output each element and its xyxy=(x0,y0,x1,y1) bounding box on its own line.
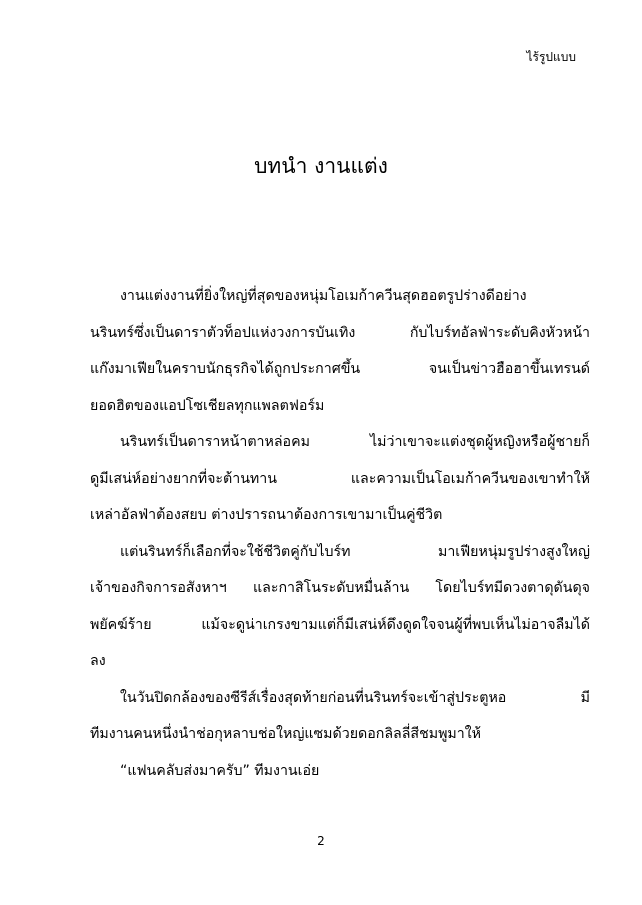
chapter-title: บทนำ งานแต่ง xyxy=(254,154,388,178)
paragraph-1-line-1: งานแต่งงานที่ยิ่งใหญ่ที่สุดของหนุ่มโอเมก้าควีนสุดฮอตรูปร่างดีอย่าง xyxy=(120,288,527,304)
paragraph-5-line-1: “แฟนคลับส่งมาครับ” ทีมงานเอ่ย xyxy=(120,762,320,779)
paragraph-4-line-2: ทีมงานคนหนึ่งนำช่อกุหลาบช่อใหญ่แซมด้วยดอกลิลลี่สีชมพูมาให้ xyxy=(90,726,482,742)
paragraph-1-line-2: นรินทร์ซึ่งเป็นดาราตัวท็อปแห่งวงการบันเทิง กับไบร์ทอัลฟ่าระดับคิงหัวหน้า xyxy=(90,324,590,341)
body-text xyxy=(90,278,590,789)
paragraph-3-line-2: เจ้าของกิจการอสังหาฯ และกาสิโนระดับหมื่นล้าน โดยไบร์ทมีดวงตาดุดันดุจ xyxy=(90,580,590,596)
paragraph-3-line-3: พยัคฆ์ร้าย แม้จะดูน่าเกรงขามแต่ก็มีเสน่ห์ดึงดูดใจจนผู้ที่พบเห็นไม่อาจลืมได้ xyxy=(90,616,590,633)
paragraph-2-line-1: นรินทร์เป็นดาราหน้าตาหล่อคม ไม่ว่าเขาจะแต่งชุดผู้หญิงหรือผู้ชายก็ xyxy=(120,434,590,450)
paragraph-1-line-4: ยอดฮิตของแอปโซเชียลทุกแพลตฟอร์ม xyxy=(90,397,325,414)
paragraph-4-line-1: ในวันปิดกล้องของซีรีส์เรื่องสุดท้ายก่อนที่นรินทร์จะเข้าสู่ประตูหอ มี xyxy=(120,689,590,706)
page-number: 2 xyxy=(317,834,325,848)
header-label: ไร้รูปแบบ xyxy=(526,50,576,64)
paragraph-3-line-1: แต่นรินทร์ก็เลือกที่จะใช้ชีวิตคู่กับไบร์ท มาเฟียหนุ่มรูปร่างสูงใหญ่ xyxy=(120,543,590,560)
paragraph-2-line-3: เหล่าอัลฟ่าต้องสยบ ต่างปรารถนาต้องการเขามาเป็นคู่ชีวิต xyxy=(90,507,443,523)
paragraph-3-line-4: ลง xyxy=(90,653,106,669)
paragraph-2-line-2: ดูมีเสน่ห์อย่างยากที่จะต้านทาน และความเป็นโอเมก้าควีนของเขาทำให้ xyxy=(90,470,590,487)
paragraph-1-line-3: แก๊งมาเฟียในคราบนักธุรกิจได้ถูกประกาศขึ้น จนเป็นข่าวฮือฮาขึ้นเทรนด์ xyxy=(90,361,590,377)
